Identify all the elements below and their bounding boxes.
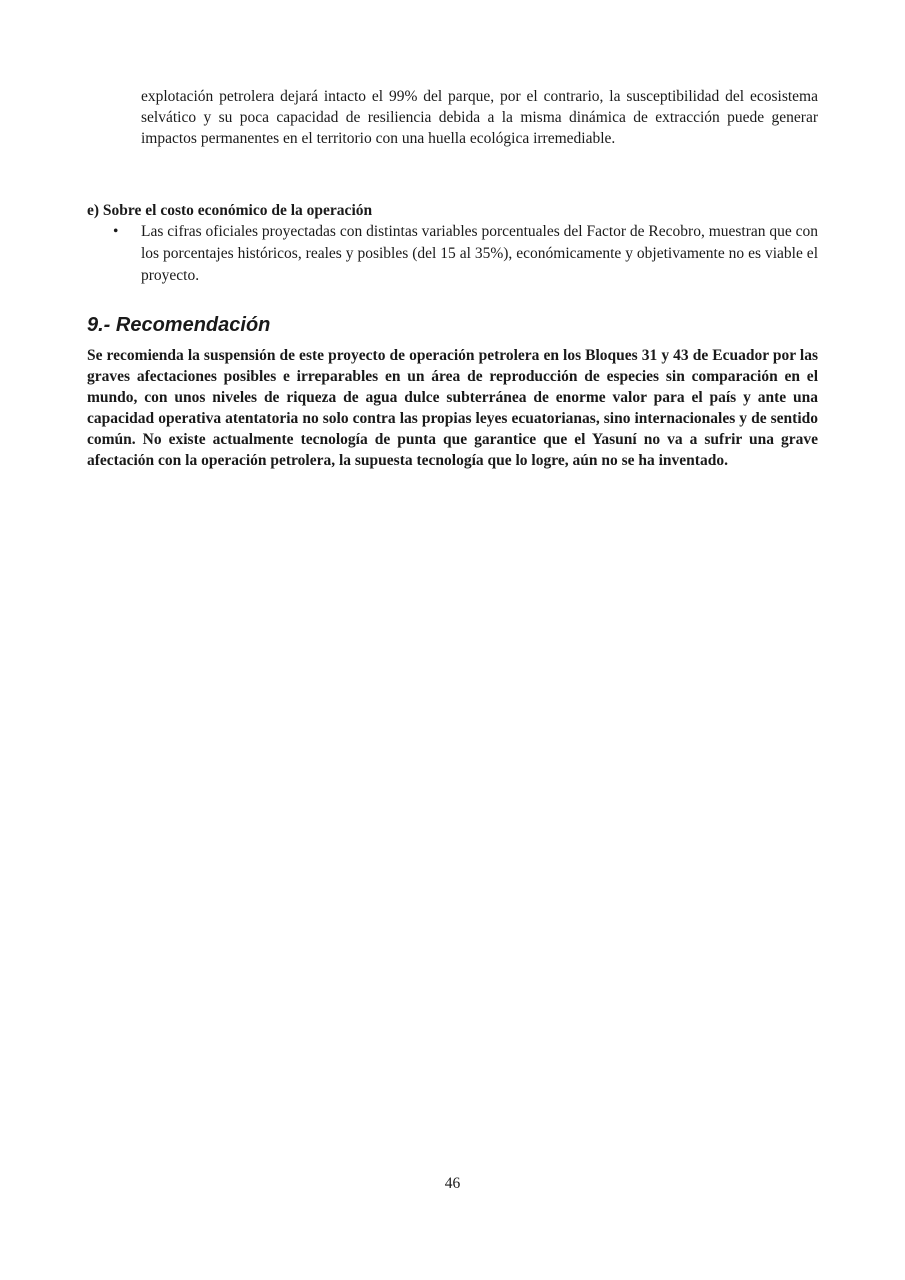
list-item	[87, 221, 818, 287]
bullet-icon: •	[113, 223, 119, 240]
continuation-paragraph: explotación petrolera dejará intacto el 99% del parque, por el contrario, la susceptibilidad del ecosistema selvático y su poca capacidad de resiliencia debida a la misma dinámica de extracción puede generar impactos permanentes en el territorio con una huella ecológica irremediable.	[141, 88, 818, 147]
subsection-heading-cost: e) Sobre el costo económico de la operación	[87, 202, 373, 219]
bullet-list	[87, 221, 818, 287]
bullet-text: Las cifras oficiales proyectadas con distintas variables porcentuales del Factor de Recobro, muestran que con los porcentajes históricos, reales y posibles (del 15 al 35%), económicamente y objetivamente no es viable el proyecto.	[141, 223, 819, 284]
page-number: 46	[444, 1175, 461, 1192]
recommendation-paragraph: Se recomienda la suspensión de este proyecto de operación petrolera en los Bloques 31 y 43 de Ecuador por las graves afectaciones posibles e irreparables en un área de reproducción de especies sin comparación en el mundo, con unos niveles de riqueza de agua dulce subterránea de enorme valor para el país y ante una capacidad operativa atentatoria no solo contra las propias leyes ecuatorianas, sino internacionales y de sentido común. No existe actualmente tecnología de punta que garantice que el Yasuní no va a sufrir una grave afectación con la operación petrolera, la supuesta tecnología que lo logre, aún no se ha inventado.	[87, 347, 818, 469]
section-title-recommendation: 9.- Recomendación	[87, 314, 271, 336]
